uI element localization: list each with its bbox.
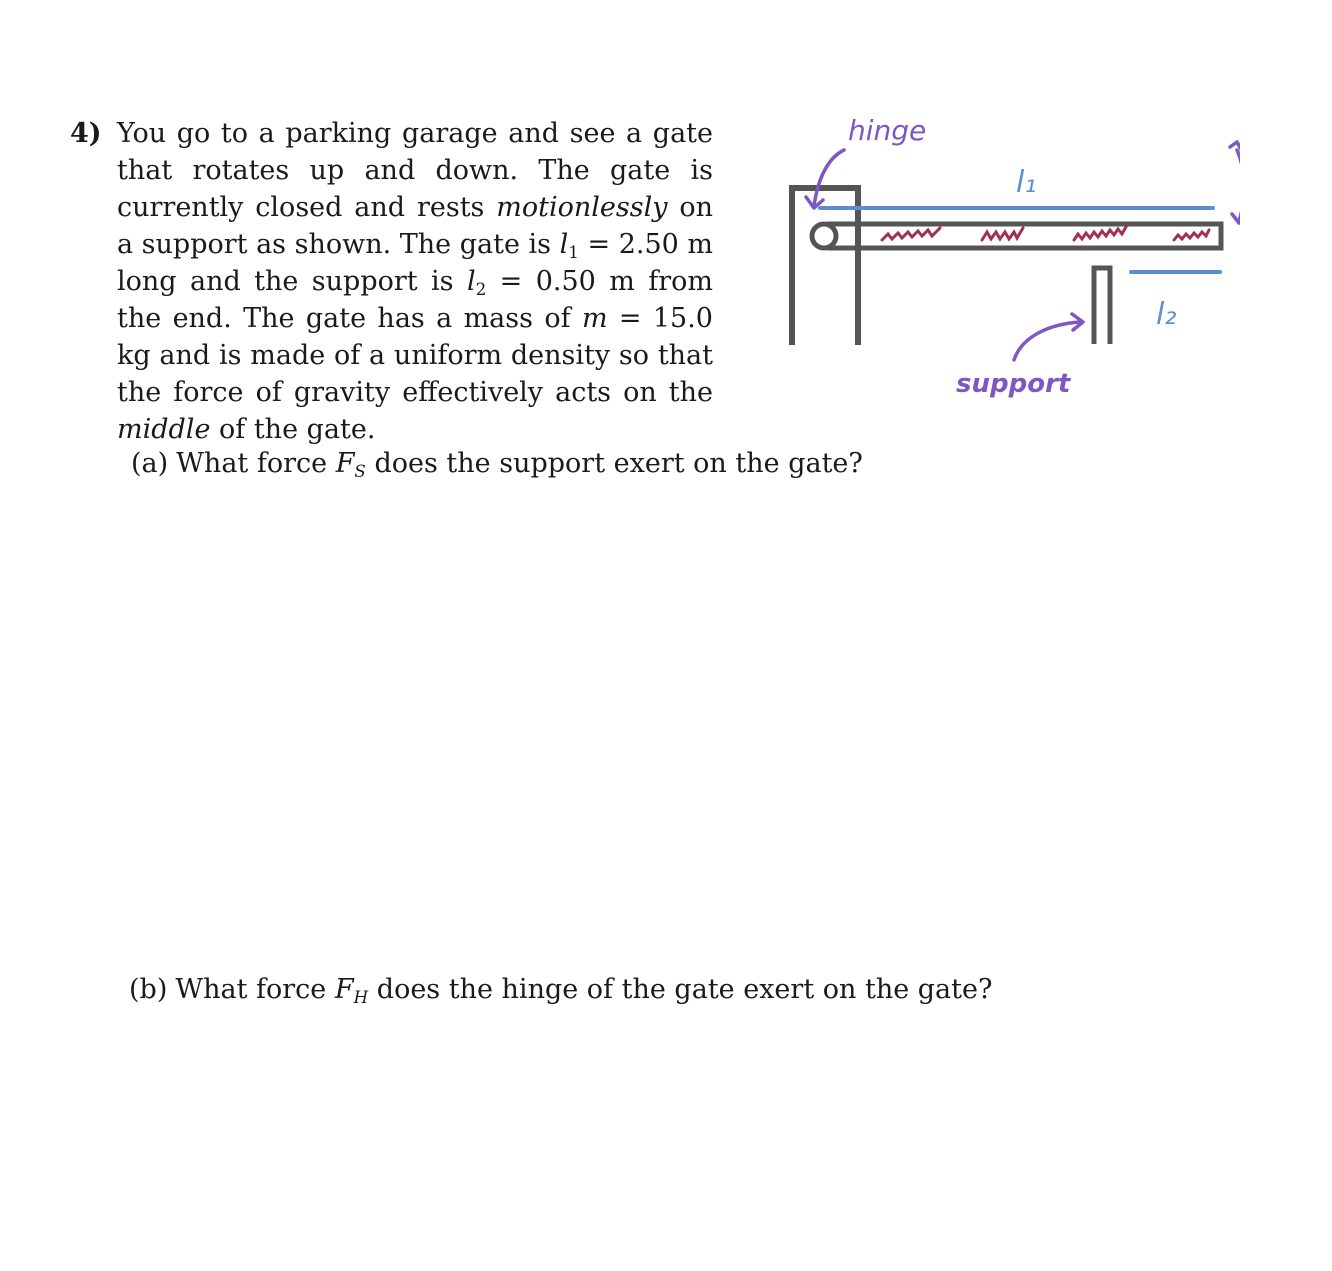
statement-text: = 15.0 kg and is made of a uniform density so that the force of gravity effectively acts on the <box>117 303 713 408</box>
statement-text: You go to a parking garage and see a gate that rotates up and down. The gate is currently closed and rests <box>117 118 713 223</box>
subscript-2: 2 <box>475 279 487 300</box>
symbol-m: m <box>581 303 608 334</box>
symbol-l1: l <box>559 229 569 260</box>
problem-number: 4) <box>70 118 102 149</box>
subscript-1: 1 <box>568 242 579 263</box>
statement-text: = 0.50 m from the end. The gate has a mass of <box>117 266 714 334</box>
question-b-text-end: does the hinge of the gate exert on the gate? <box>368 974 993 1005</box>
statement-text: = 2.50 m long and the support is <box>117 229 714 297</box>
gate-diagram <box>770 100 1240 410</box>
question-b-label: (b) <box>129 974 168 1005</box>
question-a-text-end: does the support exert on the gate? <box>365 448 863 479</box>
statement-text: on a support as shown. The gate is <box>117 192 714 260</box>
emphasis-middle: middle <box>117 414 211 445</box>
frame-post <box>792 188 858 345</box>
rotation-arrow-icon <box>1230 142 1240 223</box>
subscript-S: S <box>354 461 366 482</box>
support <box>1094 268 1110 344</box>
symbol-F: F <box>334 974 354 1005</box>
support-label: support <box>956 369 1071 399</box>
symbol-F: F <box>335 448 355 479</box>
question-a <box>131 445 863 482</box>
problem-statement <box>117 115 713 448</box>
question-a-text: What force <box>176 448 336 479</box>
hinge-circle <box>812 224 836 248</box>
statement-text: of the gate. <box>210 414 376 445</box>
problem-4 <box>70 115 720 448</box>
question-b <box>129 971 992 1008</box>
subscript-H: H <box>353 987 369 1008</box>
hinge-label: hinge <box>848 114 927 147</box>
support-arrow-icon <box>1014 314 1083 360</box>
hinge-arrow-icon <box>806 150 844 208</box>
question-a-label: (a) <box>131 448 169 479</box>
question-b-text: What force <box>175 974 335 1005</box>
symbol-l2: l <box>466 266 476 297</box>
l2-label: l₂ <box>1156 297 1177 332</box>
gate-scribbles <box>882 225 1209 240</box>
emphasis-motionlessly: motionlessly <box>496 192 668 223</box>
l1-label: l₁ <box>1016 165 1037 200</box>
